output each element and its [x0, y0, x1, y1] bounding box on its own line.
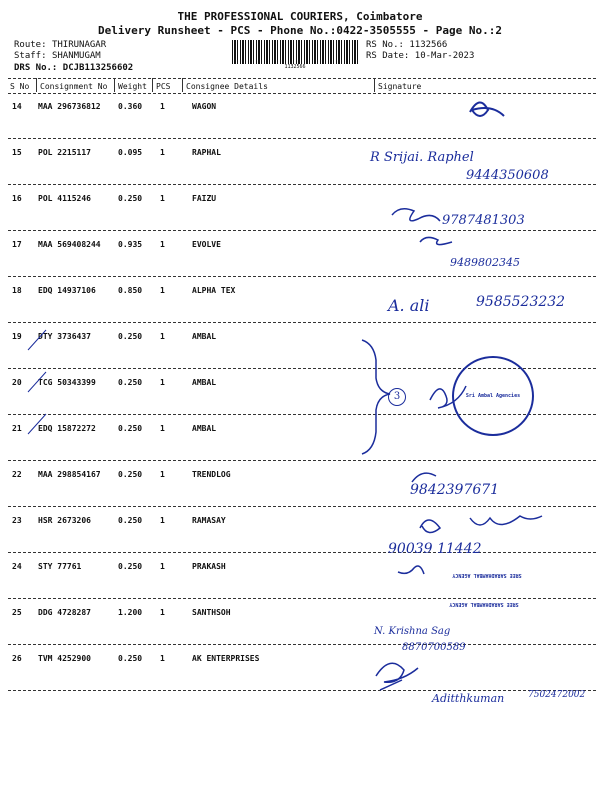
row-pcs: 1 [160, 148, 165, 157]
row-sno: 15 [12, 148, 22, 157]
row-sno: 19 [12, 332, 22, 341]
row-consignee: AMBAL [192, 424, 217, 433]
row-sno: 21 [12, 424, 22, 433]
row-pcs: 1 [160, 378, 165, 387]
row-weight: 0.095 [118, 148, 143, 157]
handwritten-name-row26: Aditthkuman [432, 692, 505, 705]
saradha-stamp-upper: SREE SARADHAMBAL AGENCY [452, 572, 522, 578]
row-consignee: RAPHAL [192, 148, 221, 157]
handwritten-phone-row18: 9585523232 [476, 294, 566, 310]
row-sno: 17 [12, 240, 22, 249]
row-weight: 0.250 [118, 654, 143, 663]
row-pcs: 1 [160, 102, 165, 111]
tick-marks [28, 330, 46, 434]
row-consignee: TRENDLOG [192, 470, 231, 479]
row-consignment-no: MAA 298854167 [38, 470, 101, 479]
rs-no-value: 1132566 [409, 40, 448, 50]
row-consignment-no: DDG 4728287 [38, 608, 91, 617]
row-consignment-no: EDQ 14937106 [38, 286, 96, 295]
row-consignee: AMBAL [192, 332, 217, 341]
route-value: THIRUNAGAR [51, 40, 107, 50]
rs-date-label: RS Date: [366, 51, 410, 61]
handwritten-phone-row22: 9842397671 [410, 482, 500, 498]
row-consignee: AMBAL [192, 378, 217, 387]
staff-value: SHANMUGAM [51, 51, 101, 61]
row-sno: 18 [12, 286, 22, 295]
rs-date-value: 10-Mar-2023 [414, 51, 475, 61]
runsheet-subtitle: Delivery Runsheet - PCS - Phone No.:0422-3505555 - Page No.:2 [98, 24, 502, 37]
row-consignment-no: MAA 569408244 [38, 240, 101, 249]
row-consignee: EVOLVE [192, 240, 221, 249]
row-consignee: PRAKASH [192, 562, 226, 571]
handwritten-phone-row25: 8870700589 [402, 642, 466, 653]
row-sno: 20 [12, 378, 22, 387]
row-sno: 22 [12, 470, 22, 479]
row-consignment-no: TCG 50343399 [38, 378, 96, 387]
row-pcs: 1 [160, 424, 165, 433]
col-signature-header: Signature [378, 82, 422, 91]
row-pcs: 1 [160, 194, 165, 203]
col-weight-header: Weight [118, 82, 147, 91]
row-sno: 14 [12, 102, 22, 111]
row-pcs: 1 [160, 516, 165, 525]
handwritten-name-row15: R Srijai. Raphel [370, 150, 474, 165]
signature-mark-row16 [392, 209, 440, 221]
row-consignment-no: TVM 4252900 [38, 654, 91, 663]
handwritten-name-row25: N. Krishna Sag [374, 626, 451, 637]
staff-label: Staff: [14, 51, 47, 61]
row-consignee: RAMASAY [192, 516, 226, 525]
handwritten-phone-row23: 90039 11442 [388, 541, 482, 557]
col-consignment-header: Consignment No [40, 82, 108, 91]
signature-mark-row22 [412, 473, 436, 482]
row-consignment-no: HSR 2673206 [38, 516, 91, 525]
signature-mark-row23 [420, 516, 542, 533]
row-consignee: SANTHSOH [192, 608, 231, 617]
row-consignee: WAGON [192, 102, 217, 111]
circled-count: 3 [388, 388, 406, 406]
row-pcs: 1 [160, 608, 165, 617]
agency-round-stamp: Sri Ambal Agencies [452, 356, 534, 436]
row-weight: 0.935 [118, 240, 143, 249]
row-weight: 0.250 [118, 470, 143, 479]
row-weight: 0.850 [118, 286, 143, 295]
row-pcs: 1 [160, 470, 165, 479]
row-weight: 0.250 [118, 194, 143, 203]
row-weight: 0.250 [118, 424, 143, 433]
saradha-stamp-lower: SREE SARADHAMBAL AGENCY [449, 601, 519, 607]
row-sno: 24 [12, 562, 22, 571]
row-weight: 1.200 [118, 608, 143, 617]
signature-mark-row26 [376, 663, 418, 690]
barcode-number: 1132566 [284, 64, 306, 70]
col-consignee-header: Consignee Details [186, 82, 268, 91]
row-consignment-no: MAA 296736812 [38, 102, 101, 111]
row-weight: 0.250 [118, 378, 143, 387]
rs-no-label: RS No.: [366, 40, 404, 50]
row-consignment-no: EDQ 15872272 [38, 424, 96, 433]
company-title: THE PROFESSIONAL COURIERS, Coimbatore [177, 10, 423, 23]
row-sno: 26 [12, 654, 22, 663]
handwritten-name-row18: A. ali [388, 296, 430, 315]
row-weight: 0.360 [118, 102, 143, 111]
col-pcs-header: PCS [156, 82, 171, 91]
row-consignment-no: DTY 3736437 [38, 332, 91, 341]
handwritten-phone-row15: 9444350608 [466, 168, 549, 183]
row-pcs: 1 [160, 240, 165, 249]
col-sno-header: S No [10, 82, 30, 91]
row-consignment-no: POL 4115246 [38, 194, 91, 203]
signature-mark-row14 [470, 102, 504, 116]
drs-label: DRS No.: [14, 63, 58, 73]
row-pcs: 1 [160, 562, 165, 571]
handwritten-phone-row17: 9489802345 [450, 256, 520, 269]
drs-value: DCJB113256602 [62, 63, 134, 73]
row-consignee: AK ENTERPRISES [192, 654, 260, 663]
row-consignment-no: STY 77761 [38, 562, 82, 571]
row-weight: 0.250 [118, 332, 143, 341]
row-sno: 25 [12, 608, 22, 617]
row-pcs: 1 [160, 286, 165, 295]
row-pcs: 1 [160, 654, 165, 663]
row-consignee: ALPHA TEX [192, 286, 236, 295]
bracket-mark [362, 340, 390, 454]
row-sno: 23 [12, 516, 22, 525]
row-weight: 0.250 [118, 516, 143, 525]
row-pcs: 1 [160, 332, 165, 341]
row-sno: 16 [12, 194, 22, 203]
handwritten-phone-row16: 9787481303 [442, 213, 525, 228]
handwritten-phone-row26: 7502472002 [528, 690, 586, 700]
signature-mark-row17 [420, 237, 452, 244]
row-consignment-no: POL 2215117 [38, 148, 91, 157]
row-consignee: FAIZU [192, 194, 217, 203]
route-label: Route: [14, 40, 47, 50]
row-weight: 0.250 [118, 562, 143, 571]
